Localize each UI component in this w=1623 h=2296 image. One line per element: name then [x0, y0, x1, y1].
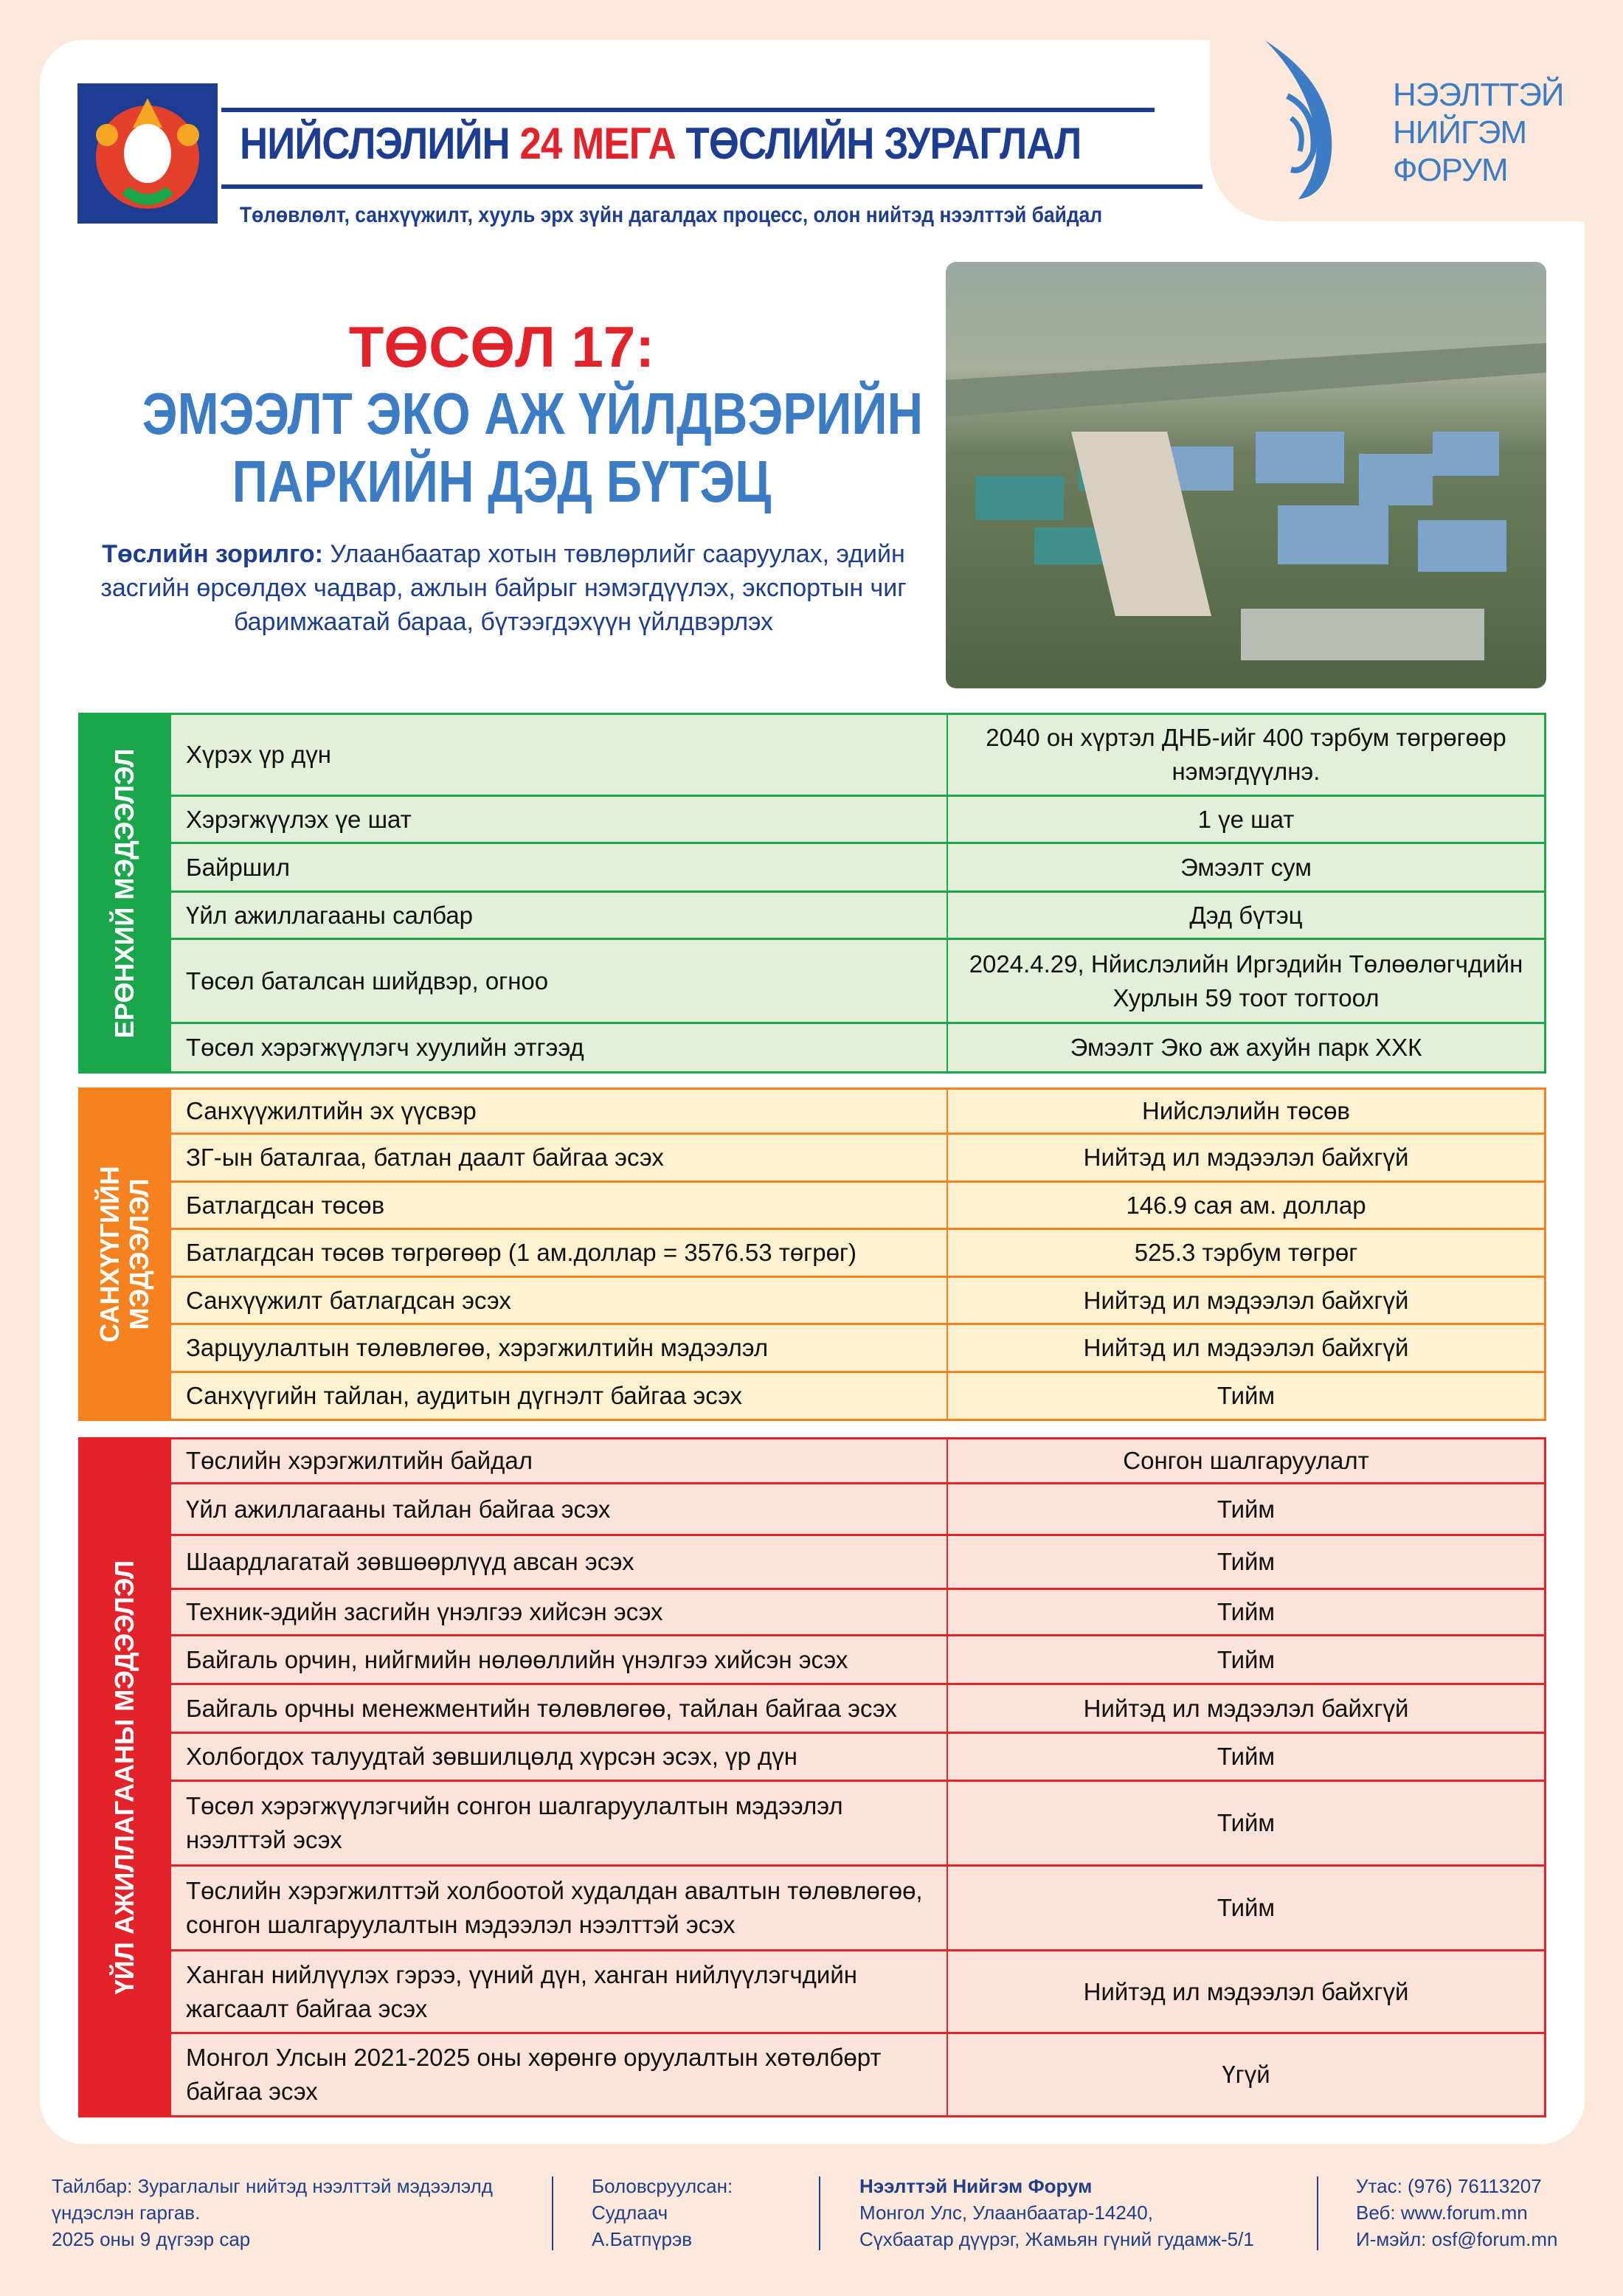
footer-contact: Утас: (976) 76113207 Веб: www.forum.mn И-мэйл: osf@forum.mn: [1356, 2175, 1558, 2250]
section-0: [78, 713, 1546, 1073]
row-label: Батлагдсан төсөв төгрөгөөр (1 ам.доллар = 3576.53 төгрөг): [171, 1230, 948, 1276]
section-2: [78, 1437, 1546, 2117]
table-row: [171, 1484, 1546, 1536]
table-row: [171, 1024, 1546, 1073]
header-rule: [221, 108, 1155, 112]
table-row: [171, 1636, 1546, 1685]
row-label: Хэрэгжүүлэх үе шат: [171, 797, 948, 842]
row-value: Тийм: [948, 1734, 1546, 1780]
row-value: Нийтэд ил мэдээлэл байхгүй: [948, 1685, 1546, 1732]
row-value: Дэд бүтэц: [948, 893, 1546, 938]
row-label: Санхүүжилтийн эх үүсвэр: [171, 1090, 948, 1133]
row-value: 2024.4.29, Нйислэлийн Иргэдийн Төлөөлөгчдийн Хурлын 59 тоот тогтоол: [948, 940, 1546, 1022]
table-row: [171, 1951, 1546, 2034]
section-label-text: ЕРӨНХИЙ МЭДЭЭЛЭЛ: [109, 748, 139, 1038]
table-row: [171, 797, 1546, 844]
row-label: Монгол Улсын 2021-2025 оны хөрөнгө оруулалтын хөтөлбөрт байгаа эсэх: [171, 2034, 948, 2115]
table-row: [171, 893, 1546, 940]
row-label: Зарцуулалтын төлөвлөгөө, хэрэгжилтийн мэдээлэл: [171, 1325, 948, 1371]
row-value: Тийм: [948, 1536, 1546, 1588]
table-row: [171, 940, 1546, 1024]
project-goal: Төслийн зорилго: Улаанбаатар хотын төвлөрлийг сааруулах, эдийн засгийн өрсөлдөх чадвар, ажлын байрыг нэмэгдүүлэх, экспортын чиг баримжаатай бараа, бүтээгдэхүүн үйлдвэрлэх: [100, 540, 907, 636]
row-value: Тийм: [948, 1484, 1546, 1534]
table-row: [171, 1734, 1546, 1782]
table-row: [171, 1867, 1546, 1951]
table-row: [171, 1590, 1546, 1636]
row-value: Нийтэд ил мэдээлэл байхгүй: [948, 1325, 1546, 1371]
row-value: Нийтэд ил мэдээлэл байхгүй: [948, 1278, 1546, 1323]
row-value: 525.3 тэрбум төгрөг: [948, 1230, 1546, 1276]
project-number: ТӨСӨЛ 17:: [348, 314, 655, 379]
row-value: Нийтэд ил мэдээлэл байхгүй: [948, 1135, 1546, 1180]
row-value: Эмээлт сум: [948, 844, 1546, 891]
row-label: Холбогдох талуудтай зөвшилцөлд хүрсэн эсэх, үр дүн: [171, 1734, 948, 1780]
section-label-text: ҮЙЛ АЖИЛЛАГААНЫ МЭДЭЭЛЭЛ: [109, 1560, 139, 1995]
table-row: [171, 1088, 1546, 1135]
table-row: [171, 1437, 1546, 1484]
row-label: Техник-эдийн засгийн үнэлгээ хийсэн эсэх: [171, 1590, 948, 1634]
row-label: Хүрэх үр дүн: [171, 715, 948, 795]
table-row: [171, 1183, 1546, 1230]
section-label: [78, 1088, 171, 1421]
section-1: [78, 1088, 1546, 1421]
row-value: 1 үе шат: [948, 797, 1546, 842]
row-label: Санхүүжилт батлагдсан эсэх: [171, 1278, 948, 1323]
row-value: Тийм: [948, 1373, 1546, 1419]
row-label: Ханган нийлүүлэх гэрээ, үүний дүн, ханган нийлүүлэгчдийн жагсаалт байгаа эсэх: [171, 1951, 948, 2032]
table-row: [171, 1278, 1546, 1325]
row-value: Нийслэлийн төсөв: [948, 1090, 1546, 1133]
forum-logo-text: НЭЭЛТТЭЙ НИЙГЭМ ФОРУМ: [1393, 77, 1564, 188]
row-label: Төсөл хэрэгжүүлэгч хуулийн этгээд: [171, 1024, 948, 1071]
header-subtitle: Төлөвлөлт, санхүүжилт, хууль эрх зүйн дагалдах процесс, олон нийтэд нээлттэй байдал: [240, 203, 1103, 227]
footer-prepared: Боловсруулсан: Судлаач А.Батпүрэв: [592, 2175, 733, 2250]
row-value: Тийм: [948, 1590, 1546, 1634]
row-label: Төслийн хэрэгжилттэй холбоотой худалдан авалтын төлөвлөгөө, сонгон шалгаруулалтын мэдээлэл нээлттэй эсэх: [171, 1867, 948, 1949]
row-value: Тийм: [948, 1782, 1546, 1864]
row-value: Үгүй: [948, 2034, 1546, 2115]
aerial-rendering-image: [946, 262, 1546, 688]
row-label: Төсөл баталсан шийдвэр, огноо: [171, 940, 948, 1022]
table-row: [171, 844, 1546, 893]
row-label: Байгаль орчин, нийгмийн нөлөөллийн үнэлгээ хийсэн эсэх: [171, 1636, 948, 1683]
footer-divider: [552, 2176, 553, 2250]
header-rule: [221, 184, 1202, 189]
table-row: [171, 1373, 1546, 1421]
project-title: ЭМЭЭЛТ ЭКО АЖ ҮЙЛДВЭРИЙН ПАРКИЙН ДЭД БҮТЭЦ: [142, 381, 924, 514]
row-label: Төсөл хэрэгжүүлэгчийн сонгон шалгаруулалтын мэдээлэл нээлттэй эсэх: [171, 1782, 948, 1864]
section-label: [78, 1437, 171, 2117]
row-value: Эмээлт Эко аж ахуйн парк ХХК: [948, 1024, 1546, 1071]
table-row: [171, 1230, 1546, 1278]
footer-note: Тайлбар: Зураглалыг нийтэд нээлттэй мэдээлэлд үндэслэн гаргав. 2025 оны 9 дүгээр сар: [52, 2175, 493, 2250]
table-row: [171, 1536, 1546, 1590]
table-row: [171, 1782, 1546, 1867]
row-value: Тийм: [948, 1636, 1546, 1683]
section-label-text: САНХҮҮГИЙН МЭДЭЭЛЭЛ: [94, 1166, 154, 1343]
footer-divider: [1317, 2176, 1318, 2250]
row-value: 146.9 сая ам. доллар: [948, 1183, 1546, 1228]
section-label: [78, 713, 171, 1073]
table-row: [171, 713, 1546, 797]
table-row: [171, 1685, 1546, 1734]
table-row: [171, 1325, 1546, 1373]
row-value: Тийм: [948, 1867, 1546, 1949]
table-row: [171, 2034, 1546, 2117]
footer-org: Нээлттэй Нийгэм Форум Монгол Улс, Улаанбаатар-14240, Сүхбаатар дүүрэг, Жамьян гүний гудамж-5/1: [859, 2175, 1254, 2250]
state-emblem: [77, 83, 218, 224]
row-value: 2040 он хүртэл ДНБ-ийг 400 тэрбум төгрөгөөр нэмэгдүүлнэ.: [948, 715, 1546, 795]
row-label: Шаардлагатай зөвшөөрлүүд авсан эсэх: [171, 1536, 948, 1588]
footer-divider: [819, 2176, 820, 2250]
row-label: Батлагдсан төсөв: [171, 1183, 948, 1228]
header-title: НИЙСЛЭЛИЙН 24 МЕГА ТӨСЛИЙН ЗУРАГЛАЛ: [240, 119, 1082, 168]
row-label: Төслийн хэрэгжилтийн байдал: [171, 1439, 948, 1482]
row-label: Байршил: [171, 844, 948, 891]
forum-logo-icon: [1254, 41, 1365, 203]
row-label: Байгаль орчны менежментийн төлөвлөгөө, тайлан байгаа эсэх: [171, 1685, 948, 1732]
row-label: Үйл ажиллагааны салбар: [171, 893, 948, 938]
row-value: Сонгон шалгаруулалт: [948, 1439, 1546, 1482]
row-label: Үйл ажиллагааны тайлан байгаа эсэх: [171, 1484, 948, 1534]
table-row: [171, 1135, 1546, 1183]
row-label: Санхүүгийн тайлан, аудитын дүгнэлт байгаа эсэх: [171, 1373, 948, 1419]
row-value: Нийтэд ил мэдээлэл байхгүй: [948, 1951, 1546, 2032]
row-label: ЗГ-ын баталгаа, батлан даалт байгаа эсэх: [171, 1135, 948, 1180]
